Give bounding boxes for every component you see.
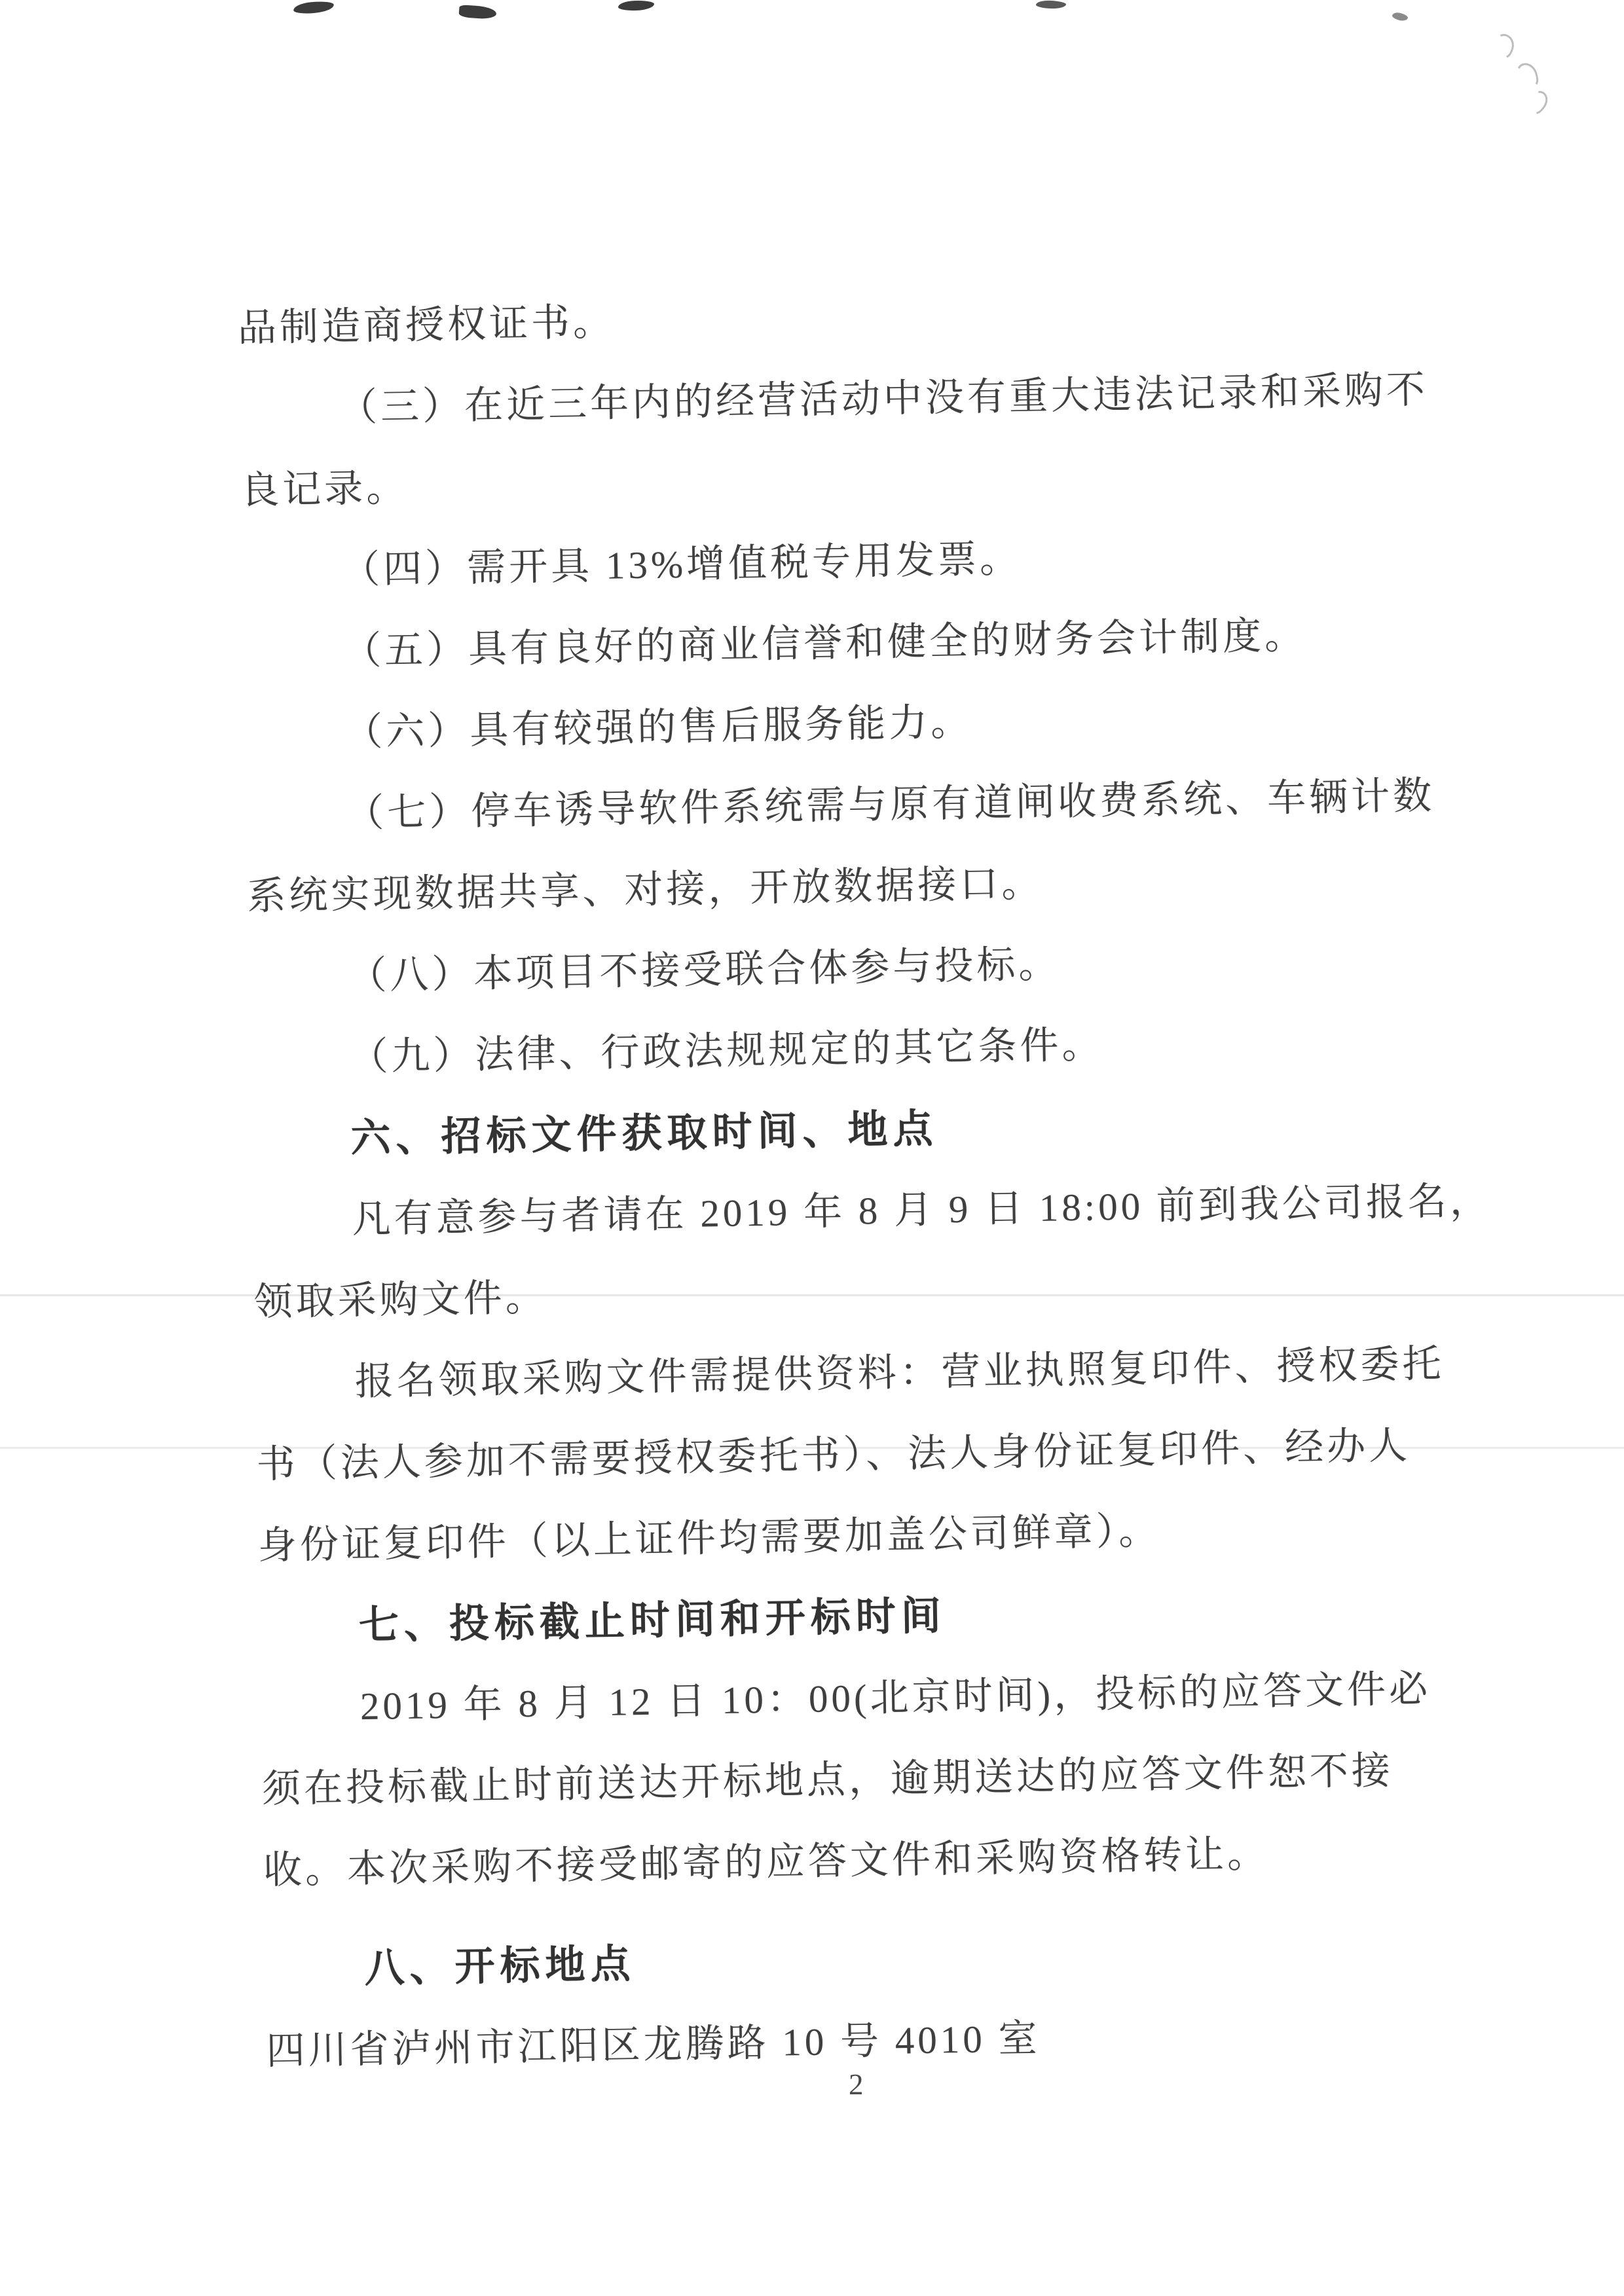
section-6-para2-line-1: 报名领取采购文件需提供资料：营业执照复印件、授权委托 [354, 1341, 1445, 1404]
item-6-line: （六）具有较强的售后服务能力。 [343, 700, 973, 754]
section-7-heading: 七、投标截止时间和开标时间 [358, 1593, 947, 1648]
scan-smudge [458, 5, 496, 20]
pencil-mark [1523, 87, 1553, 117]
section-7-para-line-1: 2019 年 8 月 12 日 10：00(北京时间)，投标的应答文件必 [360, 1667, 1431, 1728]
pencil-mark [1489, 31, 1518, 61]
section-7-para-line-3: 收。本次采购不接受邮寄的应答文件和采购资格转让。 [263, 1832, 1270, 1892]
section-8-heading: 八、开标地点 [364, 1941, 637, 1991]
section-6-para2-line-3: 身份证复印件（以上证件均需要加盖公司鲜章）。 [257, 1508, 1161, 1567]
pencil-mark [1514, 61, 1540, 91]
item-8-line: （八）本项目不接受联合体参与投标。 [347, 942, 1061, 998]
item-3-line-1: （三）在近三年内的经营活动中没有重大违法记录和采购不 [338, 367, 1429, 429]
scan-smudge [293, 0, 334, 14]
document-text [237, 267, 1506, 2092]
section-6-para1-line-1: 凡有意参与者请在 2019 年 8 月 9 日 18:00 前到我公司报名， [352, 1178, 1492, 1241]
scan-smudge [1392, 11, 1409, 22]
item-9-line: （九）法律、行政法规规定的其它条件。 [348, 1023, 1104, 1079]
carryover-line: 品制造商授权证书。 [237, 300, 616, 350]
section-6-heading: 六、招标文件获取时间、地点 [350, 1106, 939, 1161]
opening-address-line: 四川省泸州市江阳区龙腾路 10 号 4010 室 [266, 2016, 1041, 2073]
item-7-line-1: （七）停车诱导软件系统需与原有道闸收费系统、车辆计数 [344, 773, 1435, 835]
item-7-line-2: 系统实现数据共享、对接，开放数据接口。 [246, 861, 1044, 918]
page-number: 2 [849, 2068, 864, 2101]
section-6-para1-line-2: 领取采购文件。 [253, 1275, 548, 1324]
section-6-para2-line-2: 书（法人参加不需要授权委托书）、法人身份证复印件、经办人 [256, 1423, 1411, 1486]
item-4-line: （四）需开具 13%增值税专用发票。 [341, 537, 1022, 592]
item-5-line: （五）具有良好的商业信誉和健全的财务会计制度。 [342, 613, 1307, 673]
scan-smudge [618, 0, 654, 11]
section-7-para-line-2: 须在投标截止时前送达开标地点，逾期送达的应答文件恕不接 [261, 1749, 1394, 1811]
scan-smudge [1036, 0, 1066, 9]
item-3-line-2: 良记录。 [240, 465, 409, 512]
